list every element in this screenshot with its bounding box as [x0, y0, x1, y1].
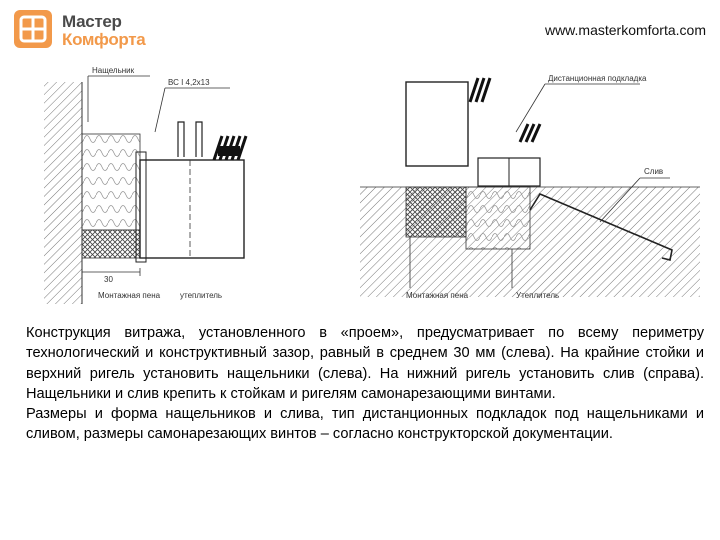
right-insulation [466, 187, 530, 249]
logo-text-bottom: Комфорта [62, 30, 146, 49]
label-right-sill: Слив [644, 167, 664, 176]
label-left-trim: Нащельник [92, 66, 135, 75]
logo [14, 10, 146, 52]
left-detail [44, 66, 246, 304]
right-screw-hatch [470, 78, 490, 102]
right-detail [360, 74, 700, 300]
right-frame-profile [406, 82, 468, 166]
description-text [26, 323, 704, 445]
website-url[interactable]: www.masterkomforta.com [544, 22, 706, 38]
left-frame-profile [140, 160, 244, 258]
right-spacer-hatch [520, 124, 540, 142]
label-left-foam: Монтажная пена [98, 291, 161, 300]
left-wall-hatch [44, 82, 82, 304]
technical-drawing [0, 62, 720, 312]
paragraph-installation: Конструкция витража, установленного в «проем», предусматривает по всему периметру технологический и конструктивный зазор, равный в среднем 30 мм (слева). На крайние стойки и верхний ригель установить нащельники (слева). На нижний ригель установить слив (справа). Нащельники и слив крепить к стойкам и ригелям самонарезающими винтами. [26, 325, 704, 402]
window-logo-icon [14, 10, 52, 48]
label-left-gap: 30 [104, 275, 113, 284]
right-foam [406, 187, 466, 237]
label-left-insulation: утеплитель [180, 291, 223, 300]
left-clamp [178, 122, 202, 157]
label-right-spacer: Дистанционная подкладка [548, 74, 647, 83]
logo-text-top: Мастер [62, 12, 122, 31]
left-insulation [82, 134, 140, 230]
label-right-foam: Монтажная пена [406, 291, 469, 300]
label-left-screw: ВС I 4,2х13 [168, 78, 210, 87]
left-foam [82, 230, 140, 258]
label-right-insulation: Утеплитель [516, 291, 560, 300]
left-gasket [218, 146, 240, 156]
paragraph-dimensions: Размеры и форма нащельников и слива, тип дистанционных подкладок под нащельниками и сливом, размеры самонарезающих винтов – согласно конструкторской документации. [26, 406, 704, 443]
